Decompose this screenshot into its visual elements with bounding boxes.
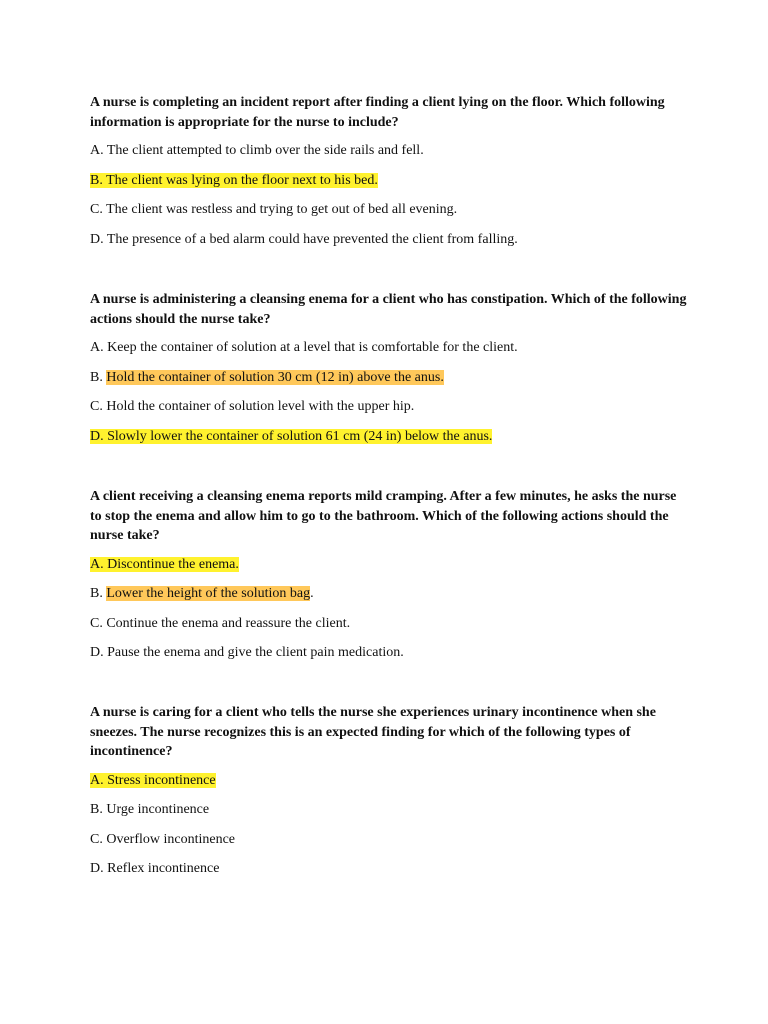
answer-option-c: C. Hold the container of solution level with the upper hip. <box>90 399 415 414</box>
answer-option-d: D. Pause the enema and give the client pain medication. <box>90 645 404 660</box>
question-1 <box>90 93 690 260</box>
answer-option-b <box>90 172 690 190</box>
question-4 <box>90 703 690 890</box>
answer-option-b: B. Hold the container of solution 30 cm (12 in) above the anus. <box>90 369 444 385</box>
answer-option-c: C. Overflow incontinence <box>90 831 236 847</box>
answer-option-a <box>90 772 690 790</box>
answer-option-c: C. Continue the enema and reassure the client. <box>90 615 351 631</box>
highlighted-answer: B. The client was lying on the floor next to his bed. <box>90 172 378 188</box>
question-3 <box>90 487 690 674</box>
answer-option-c: C. The client was restless and trying to get out of bed all evening. <box>90 202 458 217</box>
question-stem: A nurse is completing an incident report after finding a client lying on the floor. Which following information is appropriate for the nurse to include? <box>90 95 665 130</box>
question-stem: A client receiving a cleansing enema reports mild cramping. After a few minutes, he asks the nurse to stop the enema and allow him to go to the bathroom. Which of the following actions should the nurse take? <box>90 489 677 543</box>
highlighted-answer: D. Slowly lower the container of solution 61 cm (24 in) below the anus. <box>90 428 493 444</box>
highlighted-answer-orange: Hold the container of solution 30 cm (12 in) above the anus. <box>106 369 444 385</box>
highlighted-answer: A. Discontinue the enema. <box>90 556 239 572</box>
answer-option-d: D. Reflex incontinence <box>90 861 220 876</box>
question-stem: A nurse is administering a cleansing enema for a client who has constipation. Which of the following actions should the nurse take? <box>90 292 687 327</box>
answer-option-b: B. Urge incontinence <box>90 802 210 817</box>
highlighted-answer-orange: Lower the height of the solution bag <box>106 586 311 601</box>
highlighted-answer: A. Stress incontinence <box>90 772 216 788</box>
answer-option-a <box>90 556 690 574</box>
answer-option-d <box>90 428 690 446</box>
question-2 <box>90 290 690 457</box>
answer-option-a: A. Keep the container of solution at a level that is comfortable for the client. <box>90 340 518 355</box>
answer-option-b: B. Lower the height of the solution bag. <box>90 586 314 601</box>
answer-option-a: A. The client attempted to climb over the side rails and fell. <box>90 143 424 158</box>
answer-option-d: D. The presence of a bed alarm could have prevented the client from falling. <box>90 231 518 247</box>
question-stem: A nurse is caring for a client who tells the nurse she experiences urinary incontinence when she sneezes. The nurse recognizes this is an expected finding for which of the following types of incontinence? <box>90 705 656 759</box>
